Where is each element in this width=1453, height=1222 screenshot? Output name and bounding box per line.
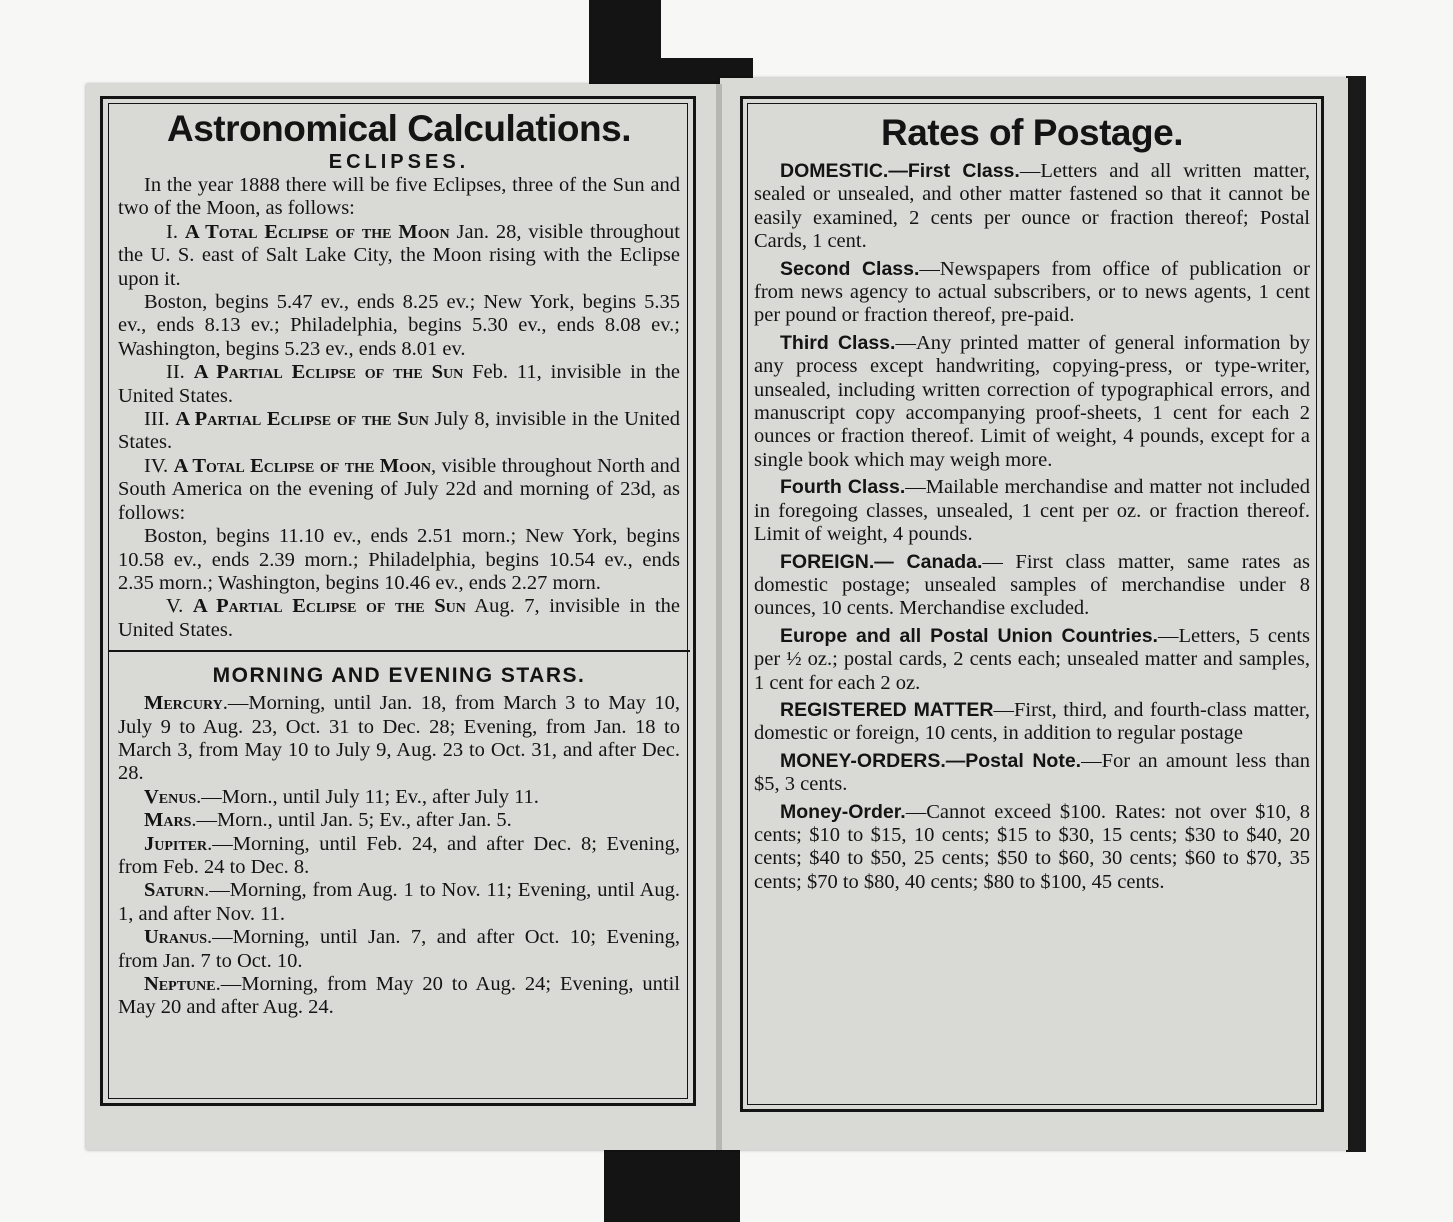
postage-money-order: Money-Order.—Cannot exceed $100. Rates: not over $10, 8 cents; $10 to $15, 10 cents; $15 to $30, 15 cents; $30 to $40, 20 cents; $40 to $50, 25 cents; $50 to $60, 30 cents; $60 to $70, 35 cents; $70 to $80, 40 cents; $80 to $100, 45 cents. <box>754 800 1310 893</box>
postage-column <box>754 112 1310 898</box>
postage-foreign-canada: FOREIGN.— Canada.— First class matter, same rates as domestic postage; unsealed samples of merchandise under 8 ounces, 10 cents. Merchandise excluded. <box>754 550 1310 620</box>
postage-registered-matter: REGISTERED MATTER—First, third, and fourth-class matter, domestic or foreign, 10 cents, in addition to regular postage <box>754 698 1310 745</box>
planet-mercury: Mercury.—Morning, until Jan. 18, from March 3 to May 10, July 9 to Aug. 23, Oct. 31 to Dec. 28; Evening, from Jan. 18 to March 3, from May 10 to July 9, Aug. 23 to Oct. 31, and after Dec. 28. <box>118 692 680 785</box>
eclipse-5: V. A Partial Eclipse of the Sun Aug. 7, invisible in the United States. <box>118 595 680 641</box>
eclipse-2: II. A Partial Eclipse of the Sun Feb. 11, invisible in the United States. <box>118 361 681 407</box>
postage-second-class: Second Class.—Newspapers from office of publication or from news agency to actual subscribers, or to news agents, 1 cent per pound or fraction thereof, pre-paid. <box>754 257 1310 327</box>
planet-venus: Venus.—Morn., until July 11; Ev., after July 11. <box>144 785 539 808</box>
postage-postal-note: MONEY-ORDERS.—Postal Note.—For an amount less than $5, 3 cents. <box>754 749 1310 796</box>
page-gutter <box>716 84 722 1150</box>
eclipses-heading: ECLIPSES. <box>328 151 470 173</box>
binding-tab-top <box>589 0 661 88</box>
eclipse-1: I. A Total Eclipse of the Moon Jan. 28, visible throughout the U. S. east of Salt Lake City, the Moon rising with the Eclipse upon it. <box>118 220 680 290</box>
binding-tab-bottom <box>604 1140 740 1222</box>
planet-uranus: Uranus.—Morning, until Jan. 7, and after Oct. 10; Evening, from Jan. 7 to Oct. 10. <box>118 926 680 972</box>
eclipse-4-times: Boston, begins 11.10 ev., ends 2.51 morn.; New York, begins 10.58 ev., ends 2.39 morn.; Philadelphia, begins 10.54 ev., ends 2.35 morn.; Washington, begins 10.46 ev., ends 2.27 morn. <box>118 525 680 594</box>
eclipse-1-times: Boston, begins 5.47 ev., ends 8.25 ev.; New York, begins 5.35 ev., ends 8.13 ev.; Philadelphia, begins 5.30 ev., ends 8.08 ev.; Washington, begins 5.23 ev., ends 8.01 ev. <box>118 291 680 360</box>
postage-title: Rates of Postage. <box>881 112 1183 153</box>
astronomical-title: Astronomical Calculations. <box>167 108 631 149</box>
eclipse-3: III. A Partial Eclipse of the Sun July 8, invisible in the United States. <box>118 408 680 454</box>
postage-third-class: Third Class.—Any printed matter of general information by any process except handwriting, copying-press, or type-writer, unsealed, including written correction of typographical errors, and manuscript copy accompanying proof-sheets, 1 cent for each 2 ounces or fraction thereof. Limit of weight, 4 pounds, except for a single book which may weigh more. <box>754 331 1310 471</box>
planet-neptune: Neptune.—Morning, from May 20 to Aug. 24; Evening, until May 20 and after Aug. 24. <box>118 973 680 1019</box>
postage-postal-union: Europe and all Postal Union Countries.—Letters, 5 cents per ½ oz.; postal cards, 2 cents each; unsealed matter and samples, 1 cent for each 2 oz. <box>754 624 1310 694</box>
book-spine <box>1346 76 1366 1152</box>
planet-saturn: Saturn.—Morning, from Aug. 1 to Nov. 11; Evening, until Aug. 1, and after Nov. 11. <box>118 879 680 925</box>
stars-heading: MORNING AND EVENING STARS. <box>212 664 586 688</box>
postage-fourth-class: Fourth Class.—Mailable merchandise and matter not included in foregoing classes, unsealed, 1 cent per oz. or fraction thereof. Limit of weight, 4 pounds. <box>754 476 1310 546</box>
planet-mars: Mars.—Morn., until Jan. 5; Ev., after Jan. 5. <box>144 809 512 832</box>
eclipses-intro: In the year 1888 there will be five Eclipses, three of the Sun and two of the Moon, as follows: <box>118 174 680 220</box>
eclipse-4: IV. A Total Eclipse of the Moon, visible throughout North and South America on the evening of July 22d and morning of 23d, as follows: <box>118 454 681 524</box>
section-divider <box>108 650 690 652</box>
postage-domestic-first-class: DOMESTIC.—First Class.—Letters and all written matter, sealed or unsealed, and other matter fastened so that it cannot be easily examined, 2 cents per ounce or fraction thereof; Postal Cards, 1 cent. <box>754 160 1310 253</box>
planet-jupiter: Jupiter.—Morning, until Feb. 24, and after Dec. 8; Evening, from Feb. 24 to Dec. 8. <box>118 832 680 878</box>
astronomical-column <box>118 108 680 1020</box>
